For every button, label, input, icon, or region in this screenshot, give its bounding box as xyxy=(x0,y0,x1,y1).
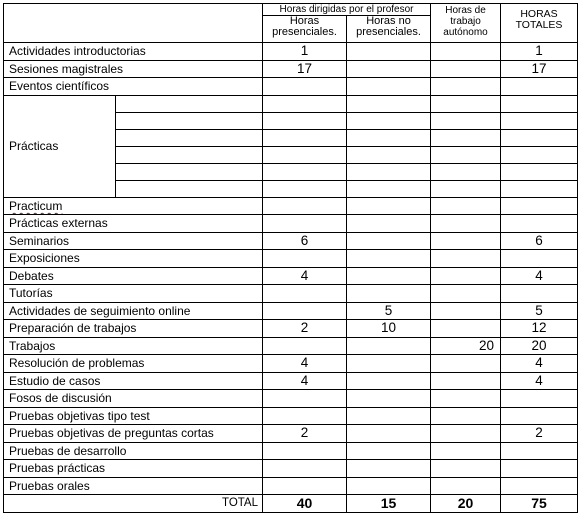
cell-total: 20 xyxy=(501,337,578,355)
cell-autonomous xyxy=(431,95,501,112)
cell-total xyxy=(501,197,578,215)
cell-presential: 6 xyxy=(263,232,347,250)
header-directed-group: Horas dirigidas por el profesor xyxy=(263,4,431,16)
cell-presential xyxy=(263,460,347,478)
cell-non-presential xyxy=(347,355,431,373)
cell-presential xyxy=(263,285,347,303)
row-label: Tutorías xyxy=(4,285,263,303)
row-label: Pruebas de desarrollo xyxy=(4,442,263,460)
cell-non-presential xyxy=(347,163,431,180)
cell-autonomous xyxy=(431,146,501,163)
cell-non-presential xyxy=(347,146,431,163)
row-label: Trabajos xyxy=(4,337,263,355)
cell-total xyxy=(501,163,578,180)
cell-total xyxy=(501,180,578,197)
cell-non-presential xyxy=(347,232,431,250)
cell-presential xyxy=(263,215,347,233)
table-row xyxy=(4,60,578,78)
cell-total: 4 xyxy=(501,267,578,285)
cell-non-presential xyxy=(347,372,431,390)
cell-total xyxy=(501,146,578,163)
cell-autonomous xyxy=(431,267,501,285)
cell-non-presential xyxy=(347,112,431,129)
table-row xyxy=(4,267,578,285)
cell-autonomous xyxy=(431,285,501,303)
total-autonomous: 20 xyxy=(431,495,501,513)
cell-presential xyxy=(263,146,347,163)
cell-total: 17 xyxy=(501,60,578,78)
row-label: Estudio de casos xyxy=(4,372,263,390)
cell-total xyxy=(501,285,578,303)
cell-autonomous xyxy=(431,60,501,78)
cell-non-presential xyxy=(347,78,431,96)
table-row xyxy=(4,95,578,112)
practicas-subcell xyxy=(116,95,263,112)
table-row xyxy=(4,442,578,460)
cell-non-presential: 10 xyxy=(347,320,431,338)
cell-non-presential xyxy=(347,285,431,303)
cell-non-presential xyxy=(347,460,431,478)
table-row xyxy=(4,372,578,390)
cell-non-presential xyxy=(347,477,431,495)
table-row xyxy=(4,285,578,303)
row-label xyxy=(4,197,263,215)
header-autonomous: Horas de trabajo autónomo xyxy=(431,4,501,43)
cell-autonomous xyxy=(431,163,501,180)
cell-total: 4 xyxy=(501,355,578,373)
cell-presential xyxy=(263,78,347,96)
cell-presential: 4 xyxy=(263,267,347,285)
cell-total: 1 xyxy=(501,43,578,61)
header-total-hours: HORAS TOTALES xyxy=(501,4,578,43)
cell-non-presential xyxy=(347,407,431,425)
cell-presential xyxy=(263,112,347,129)
cell-presential xyxy=(263,477,347,495)
practicas-subcell xyxy=(116,163,263,180)
practicas-subcell xyxy=(116,180,263,197)
cell-total xyxy=(501,442,578,460)
table-row xyxy=(4,425,578,443)
row-label: Prácticas externas xyxy=(4,215,263,233)
row-label: Pruebas objetivas tipo test xyxy=(4,407,263,425)
table-row xyxy=(4,215,578,233)
totals-row xyxy=(4,495,578,513)
practicas-subcell xyxy=(116,112,263,129)
table-row xyxy=(4,337,578,355)
cell-total: 6 xyxy=(501,232,578,250)
table-row xyxy=(4,78,578,96)
header-non-presential: Horas no presenciales. xyxy=(347,16,431,43)
cell-autonomous xyxy=(431,460,501,478)
cell-presential: 4 xyxy=(263,355,347,373)
row-label: Pruebas prácticas xyxy=(4,460,263,478)
total-non-presential: 15 xyxy=(347,495,431,513)
cell-presential xyxy=(263,163,347,180)
cell-non-presential xyxy=(347,267,431,285)
row-label: Exposiciones xyxy=(4,250,263,268)
cell-autonomous xyxy=(431,215,501,233)
row-label: Actividades de seguimiento online xyxy=(4,302,263,320)
cell-non-presential xyxy=(347,180,431,197)
table-row xyxy=(4,477,578,495)
cell-presential xyxy=(263,250,347,268)
row-label: Actividades introductorias xyxy=(4,43,263,61)
cell-autonomous xyxy=(431,197,501,215)
table-row xyxy=(4,390,578,408)
cell-presential: 17 xyxy=(263,60,347,78)
cell-autonomous: 20 xyxy=(431,337,501,355)
row-label: Fosos de discusión xyxy=(4,390,263,408)
cell-non-presential xyxy=(347,425,431,443)
row-label: Debates xyxy=(4,267,263,285)
cell-total xyxy=(501,390,578,408)
cell-total: 4 xyxy=(501,372,578,390)
cell-total xyxy=(501,95,578,112)
row-label: Sesiones magistrales xyxy=(4,60,263,78)
cell-non-presential xyxy=(347,95,431,112)
cell-total: 12 xyxy=(501,320,578,338)
cell-presential xyxy=(263,442,347,460)
table-row xyxy=(4,407,578,425)
cell-autonomous xyxy=(431,302,501,320)
cell-presential xyxy=(263,390,347,408)
practicas-subcell xyxy=(116,146,263,163)
row-label: Eventos científicos xyxy=(4,78,263,96)
hours-table xyxy=(3,3,578,513)
cell-autonomous xyxy=(431,112,501,129)
table-row xyxy=(4,250,578,268)
row-label: Resolución de problemas xyxy=(4,355,263,373)
cell-non-presential xyxy=(347,215,431,233)
cell-total xyxy=(501,407,578,425)
table-row xyxy=(4,232,578,250)
cell-autonomous xyxy=(431,442,501,460)
cell-presential xyxy=(263,95,347,112)
table-row xyxy=(4,355,578,373)
cell-presential xyxy=(263,180,347,197)
row-label: Preparación de trabajos xyxy=(4,320,263,338)
header-presential: Horas presenciales. xyxy=(263,16,347,43)
cell-total xyxy=(501,112,578,129)
cell-non-presential xyxy=(347,442,431,460)
cell-total xyxy=(501,250,578,268)
table-row xyxy=(4,197,578,215)
cell-presential xyxy=(263,302,347,320)
cell-non-presential xyxy=(347,197,431,215)
table-row xyxy=(4,302,578,320)
practicas-subcell xyxy=(116,129,263,146)
cell-autonomous xyxy=(431,129,501,146)
cell-total xyxy=(501,460,578,478)
cell-autonomous xyxy=(431,477,501,495)
cell-autonomous xyxy=(431,180,501,197)
cell-autonomous xyxy=(431,43,501,61)
row-label: Pruebas objetivas de preguntas cortas xyxy=(4,425,263,443)
cell-total xyxy=(501,477,578,495)
cell-total: 5 xyxy=(501,302,578,320)
cell-autonomous xyxy=(431,78,501,96)
cell-presential xyxy=(263,129,347,146)
cell-presential xyxy=(263,197,347,215)
total-presential: 40 xyxy=(263,495,347,513)
cell-presential xyxy=(263,407,347,425)
cell-autonomous xyxy=(431,320,501,338)
row-label-practicas: Prácticas xyxy=(4,95,116,197)
cell-non-presential xyxy=(347,60,431,78)
cell-non-presential xyxy=(347,250,431,268)
cell-total xyxy=(501,129,578,146)
cell-total xyxy=(501,215,578,233)
cell-presential xyxy=(263,337,347,355)
cell-autonomous xyxy=(431,250,501,268)
cell-autonomous xyxy=(431,390,501,408)
cell-total: 2 xyxy=(501,425,578,443)
cell-non-presential xyxy=(347,337,431,355)
cell-non-presential xyxy=(347,43,431,61)
cell-non-presential: 5 xyxy=(347,302,431,320)
cell-autonomous xyxy=(431,407,501,425)
row-label-practicum: Practicum xyxy=(9,198,63,213)
cell-non-presential xyxy=(347,390,431,408)
table-row xyxy=(4,320,578,338)
cell-non-presential xyxy=(347,129,431,146)
cell-presential: 2 xyxy=(263,320,347,338)
cell-autonomous xyxy=(431,355,501,373)
table-row xyxy=(4,460,578,478)
cell-autonomous xyxy=(431,232,501,250)
table-row xyxy=(4,43,578,61)
cell-presential: 1 xyxy=(263,43,347,61)
total-label: TOTAL xyxy=(4,495,263,513)
cell-total xyxy=(501,78,578,96)
total-hours: 75 xyxy=(501,495,578,513)
cell-presential: 4 xyxy=(263,372,347,390)
row-label: Pruebas orales xyxy=(4,477,263,495)
header-blank xyxy=(4,4,263,43)
row-label: Seminarios xyxy=(4,232,263,250)
cell-autonomous xyxy=(431,372,501,390)
cell-presential: 2 xyxy=(263,425,347,443)
cell-autonomous xyxy=(431,425,501,443)
